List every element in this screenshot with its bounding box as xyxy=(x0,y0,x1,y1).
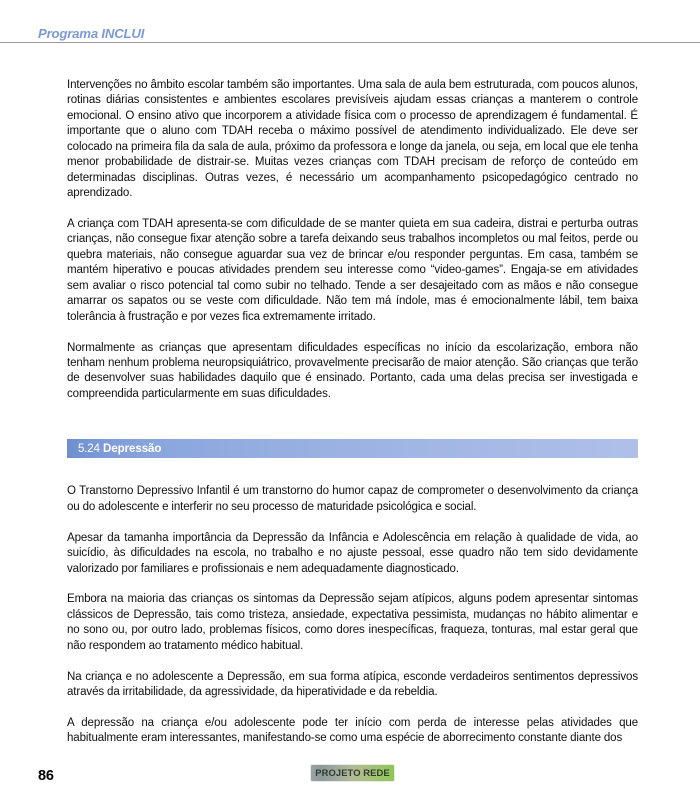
paragraph-embora-maioria: Embora na maioria das crianças os sintomas da Depressão sejam atípicos, alguns podem apresentar sintomas clássicos de Depressão, tais como tristeza, ansiedade, expectativa pessimista, mudanças no hábito alimentar e no sono ou, por outro lado, problemas físicos, como dores inespecíficas, fraqueza, tonturas, mal estar geral que não respondem ao tratamento médico habitual. xyxy=(67,593,638,652)
paragraph-transtorno-depressivo: O Transtorno Depressivo Infantil é um transtorno do humor capaz de comprometer o desenvolvimento da criança ou do adolescente e interferir no seu processo de maturidade psicológica e social. xyxy=(67,485,638,513)
paragraph-apesar-importancia: Apesar da tamanha importância da Depressão da Infância e Adolescência em relação à qualidade de vida, ao suicídio, às dificuldades na escola, no trabalho e no ajuste pessoal, esse quadro não tem sido devidamente valorizado por familiares e profissionais e nem adequadamente diagnosticado. xyxy=(67,531,638,575)
section-number: 5.24 xyxy=(78,442,100,456)
header-divider-rule xyxy=(0,42,700,43)
paragraph-na-crianca-adolescente: Na criança e no adolescente a Depressão, em sua forma atípica, esconde verdadeiros sentimentos depressivos através da irritabilidade, da agressividade, da hiperatividade e da rebeldia. xyxy=(67,670,638,699)
page-number: 86 xyxy=(38,768,54,784)
projeto-rede-logo xyxy=(311,765,394,781)
running-header-title: Programa INCLUI xyxy=(38,26,145,41)
page-footer xyxy=(0,762,700,800)
paragraph-normalmente: Normalmente as crianças que apresentam dificuldades específicas no início da escolarização, embora não tenham nenhum problema neuropsiquiátrico, provavelmente precisarão de maior atenção. São crianças que terão de desenvolver suas habilidades daquilo que é ensinado. Portanto, cada uma delas precisa ser investigada e compreendida particularmente em suas dificuldades. xyxy=(67,341,638,400)
paragraph-intervencoes: Intervenções no âmbito escolar também são importantes. Uma sala de aula bem estruturada, com poucos alunos, rotinas diárias consistentes e ambientes escolares previsíveis ajudam essas crianças a manterem o controle emocional. O ensino ativo que incorporem a atividade física com o processo de aprendizagem é fundamental. É importante que o aluno com TDAH receba o máximo possível de atendimento individualizado. Ele deve ser colocado na primeira fila da sala de aula, próximo da professora e longe da janela, ou seja, em local que ele tenha menor probabilidade de distrair-se. Muitas vezes crianças com TDAH precisam de reforço de conteúdo em determinadas disciplinas. Outras vezes, é necessário um acompanhamento psicopedagógico centrado no aprendizado. xyxy=(67,79,638,200)
paragraph-a-depressao-inicio: A depressão na criança e/ou adolescente pode ter início com perda de interesse pelas atividades que habitualmente eram interessantes, manifestando-se como uma espécie de aborrecimento constante diante dos xyxy=(67,716,638,745)
paragraph-crianca-tdah: A criança com TDAH apresenta-se com dificuldade de se manter quieta em sua cadeira, distrai e perturba outras crianças, não consegue fixar atenção sobre a tarefa deixando seus trabalhos incompletos ou mal feitos, perde ou quebra materiais, não consegue aguardar sua vez de brincar e/ou responder perguntas. Em casa, também se mantém hiperativo e poucas atividades prendem seu interesse como “video-games”. Engaja-se em atividades sem avaliar o risco potencial tal como subir no telhado. Tende a ser desajeitado com as mãos e não consegue amarrar os sapatos ou se veste com dificuldade. Não tem má índole, mas é emocionalmente lábil, tem baixa tolerância à frustração e por vezes fica extremamente irritado. xyxy=(67,218,638,323)
section-heading-inner xyxy=(67,443,161,455)
page-content-column xyxy=(67,78,638,747)
projeto-rede-logo-text: PROJETO REDE xyxy=(315,768,390,778)
running-header xyxy=(38,27,700,42)
section-heading-band xyxy=(67,439,638,458)
section-title: Depressão xyxy=(103,442,162,456)
